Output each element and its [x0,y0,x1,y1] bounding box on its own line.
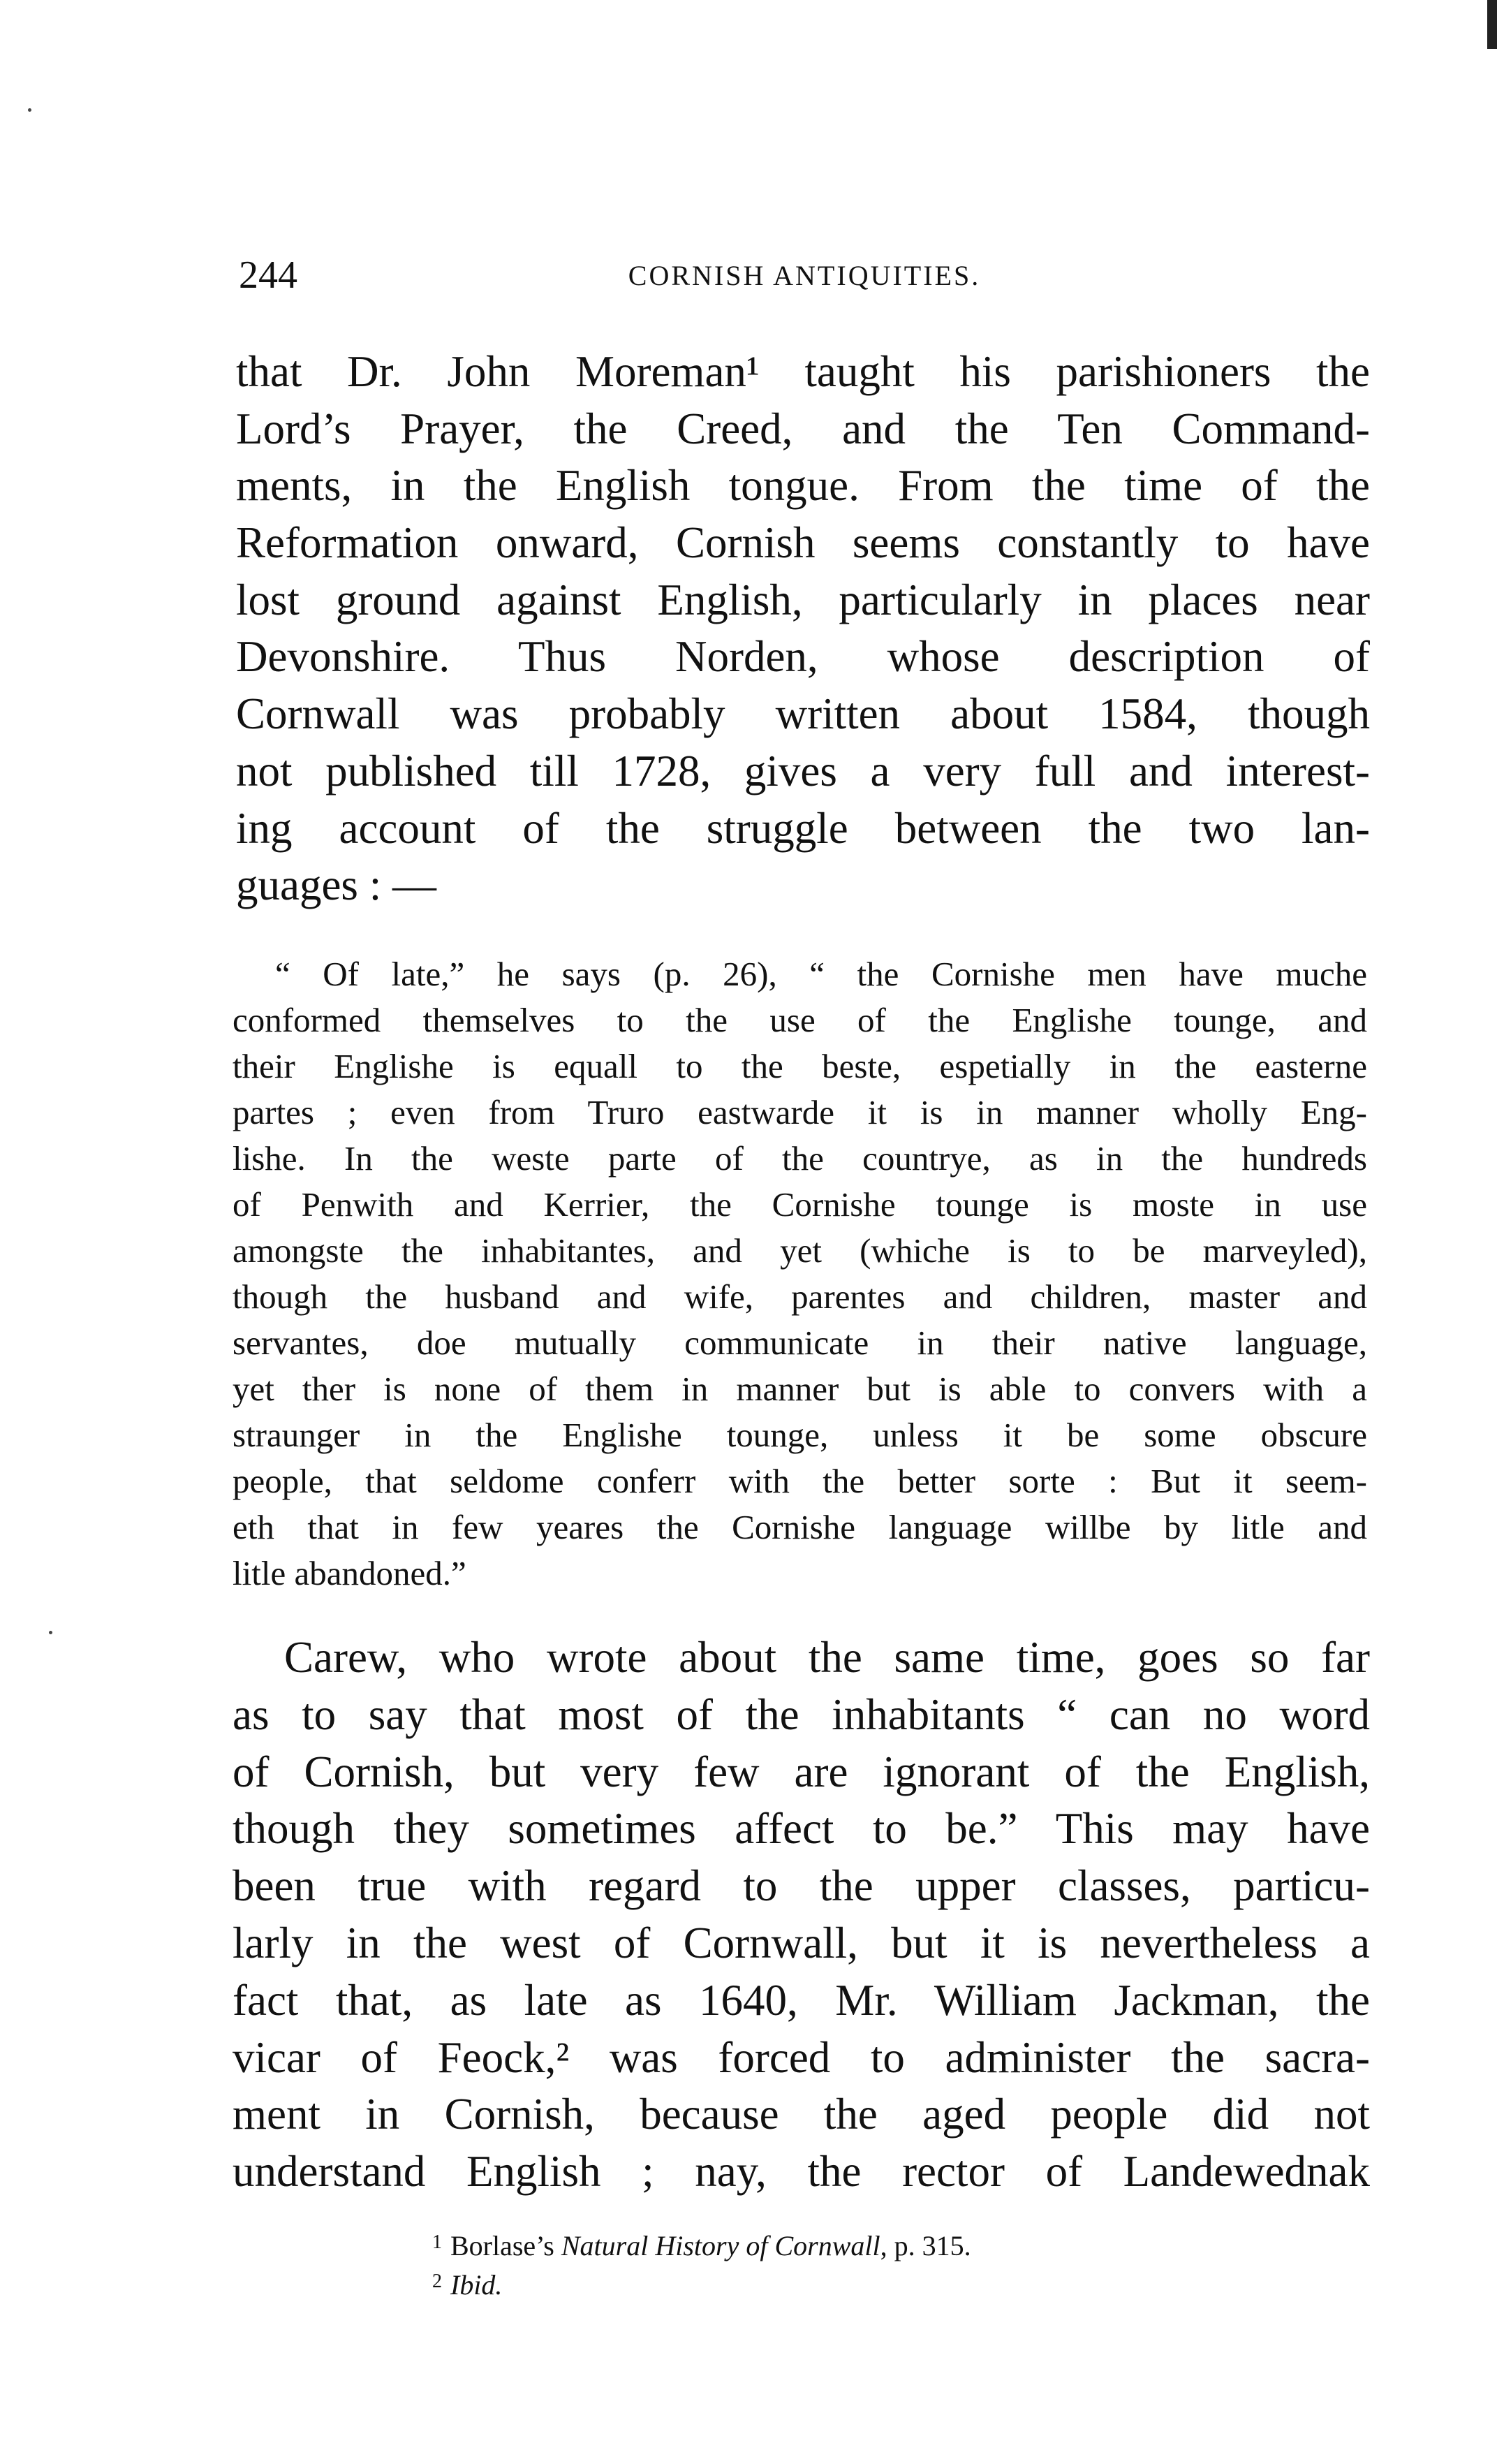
text-line: servantes, doe mutually communicate in their native language, [233,1323,1367,1362]
text-line: not published till 1728, gives a very full and interest- [236,746,1370,795]
body-paragraph-2 [233,1629,1370,2201]
page-edge-mark [1487,0,1497,49]
footnote [432,2262,971,2301]
text-line: ments, in the English tongue. From the time of the [236,461,1370,511]
footnote-marker: 2 [432,2271,442,2292]
running-title: CORNISH ANTIQUITIES. [628,260,981,291]
text-line: lost ground against English, particularly in places near [236,575,1370,624]
body-paragraph-1 [236,344,1370,914]
text-line: though the husband and wife, parentes and children, master and [233,1277,1367,1316]
text-line: “ Of late,” he says (p. 26), “ the Cornishe men have muche [275,955,1367,993]
text-line: litle abandoned.” [233,1554,466,1592]
scan-speck [49,1631,52,1634]
text-line: understand English ; nay, the rector of Landewednak [233,2147,1370,2197]
text-line: been true with regard to the upper classes, particu- [233,1861,1370,1911]
text-line: vicar of Feock,² was forced to administer the sacra- [233,2032,1370,2082]
page-number: 244 [239,254,297,297]
text-line: yet ther is none of them in manner but is able to convers with a [233,1370,1367,1408]
text-line: Carew, who wrote about the same time, goes so far [284,1633,1370,1682]
text-line: Cornwall was probably written about 1584, though [236,689,1370,739]
footnote [432,2223,971,2262]
text-line: people, that seldome conferr with the better sorte : But it seem- [233,1462,1367,1500]
text-line: Devonshire. Thus Norden, whose description of [236,632,1370,682]
text-line: Lord’s Prayer, the Creed, and the Ten Command- [236,404,1370,453]
text-line: of Cornish, but very few are ignorant of the English, [233,1747,1370,1796]
footnotes [432,2223,971,2301]
text-line: ment in Cornish, because the aged people did not [233,2090,1370,2139]
text-line: though they sometimes affect to be.” This may have [233,1804,1370,1854]
text-line: fact that, as late as 1640, Mr. William Jackman, the [233,1975,1370,2025]
text-line: partes ; even from Truro eastwarde it is in manner wholly Eng- [233,1093,1367,1131]
text-line: that Dr. John Moreman¹ taught his parishioners the [236,347,1370,396]
text-line: their Englishe is equall to the beste, espetially in the easterne [233,1047,1367,1085]
text-line: of Penwith and Kerrier, the Cornishe tounge is moste in use [233,1185,1367,1224]
text-line: ing account of the struggle between the two lan- [236,803,1370,853]
text-line: Reformation onward, Cornish seems constantly to have [236,518,1370,568]
text-line: straunger in the Englishe tounge, unless it be some obscure [233,1416,1367,1454]
text-line: as to say that most of the inhabitants “ can no word [233,1689,1370,1739]
text-line: amongste the inhabitantes, and yet (whiche is to be marveyled), [233,1231,1367,1270]
footnote-title: Natural History of Cornwall [561,2230,880,2261]
text-line: lishe. In the weste parte of the countrye, as in the hundreds [233,1139,1367,1178]
footnote-title: Ibid. [450,2269,503,2301]
quotation-block [233,951,1367,1597]
footnote-marker: 1 [432,2231,442,2253]
text-line: eth that in few yeares the Cornishe language willbe by litle and [233,1508,1367,1546]
scan-speck [28,108,31,112]
text-line: guages : — [236,860,436,910]
footnote-text: , p. 315. [880,2230,971,2261]
footnote-text: Borlase’s [450,2230,561,2261]
text-line: larly in the west of Cornwall, but it is nevertheless a [233,1918,1370,1967]
text-line: conformed themselves to the use of the Englishe tounge, and [233,1001,1367,1039]
